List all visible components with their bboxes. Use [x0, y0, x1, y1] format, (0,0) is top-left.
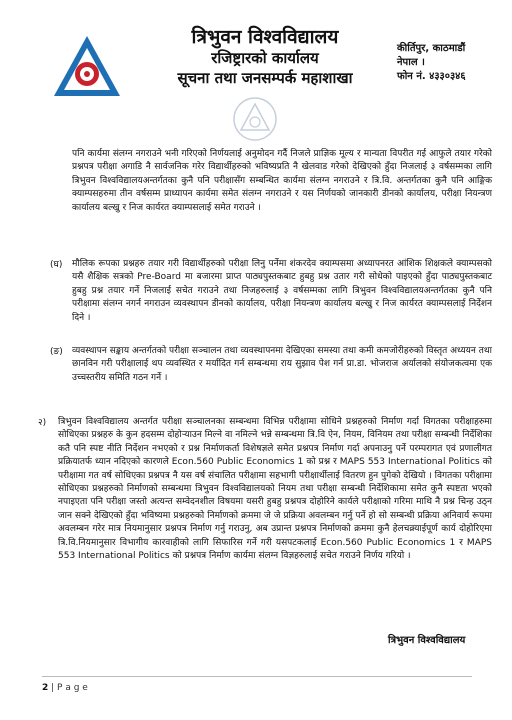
country: नेपाल ।: [397, 57, 425, 68]
address: कीर्तिपुर, काठमाडौं: [397, 43, 466, 54]
signature: त्रिभुवन विश्वविद्यालय: [388, 635, 466, 646]
university-logo: [52, 34, 122, 100]
seal-watermark: [232, 96, 278, 142]
contact-block: [397, 42, 507, 84]
paragraph-continuation: पनि कार्यमा संलग्न नगराउने भनी गरिएको निर्णयलाई अनुमोदन गर्दै निजले प्राज्ञिक मूल्य र मान्यता विपरीत गई आफुले तयार गरेको प्रश्नपत्र परीक्षा अगाडि नै सार्वजनिक गरेर विद्यार्थीहरुको भविष्यप्रति नै खेलवाड गरेको देखिएको हुँदा निजलाई ३ वर्षसम्मका लागि त्रिभुवन विश्वविद्यालयअन्तर्गतका कुनै पनि परीक्षासँग सम्बन्धित कार्यमा संलग्न नगराउने र त्रि.वि. अन्तर्गतका कुनै पनि आङ्गिक क्याम्पसहरुमा तीन वर्षसम्म प्राध्यापन कार्यमा समेत संलग्न नगराउने र यस निर्णयको जानकारी डीनको कार्यालय, परीक्षा नियन्त्रण कार्यालय बल्खु र निज कार्यरत क्याम्पसलाई समेत गराउने ।: [72, 149, 492, 213]
paragraph-nga: व्यवस्थापन सङ्काय अन्तर्गतको परीक्षा सञ्चालन तथा व्यवस्थापनमा देखिएका समस्या तथा कमी कमजोरीहरुको विस्तृत अध्ययन तथा छानविन गरी परीक्षालाई थप व्यवस्थित र मर्यादित गर्न सम्बन्धमा राय सुझाव पेश गर्न प्रा.डा. भोजराज अर्यालको संयोजकत्वमा एक उच्चस्तरीय समिति गठन गर्ने ।: [72, 346, 492, 383]
paragraph-gha: मौलिक रूपका प्रश्नहरु तयार गरी विद्यार्थीहरुको परीक्षा लिनु पर्नेमा शंकरदेव क्याम्पसमा अध्यापनरत आंशिक शिक्षकले क्याम्पसको यसै शैक्षिक सत्रको Pre-Board मा बजारमा प्राप्त पाठ्यपुस्तकबाट हुबहु प्रश्न उतार गरी सोधेको पाइएको हुँदा पाठ्यपुस्तकबाट हुबहु प्रश्न तयार गर्ने निजलाई सचेत गराउने तथा निजहरुलाई ३ वर्षसम्मका लागि त्रिभुवन विश्वविद्यालयअन्तर्गतका कुनै पनि परीक्षामा संलग्न नगर्न नगराउन व्यवस्थापन डीनको कार्यालय, परीक्षा नियन्त्रण कार्यालय बल्खु र निज कार्यरत क्याम्पसलाई निर्देशन दिने ।: [72, 259, 492, 323]
section-name: सूचना तथा जनसम्पर्क महाशाखा: [177, 69, 353, 87]
office-name: रजिष्ट्रारको कार्यालय: [211, 49, 319, 67]
letterhead: [0, 0, 512, 120]
item-marker-two: २): [38, 418, 47, 428]
page-footer: [42, 683, 88, 693]
page-label: | P a g e: [51, 683, 88, 693]
university-name: त्रिभुवन विश्वविद्यालय: [191, 26, 339, 48]
paragraph-two: त्रिभुवन विश्वविद्यालय अन्तर्गत परीक्षा सञ्चालनका सम्बन्धमा विभिन्न परीक्षामा सोधिने प्रश्नहरुको निर्माण गर्दा विगतका परीक्षाहरुमा सोधिएका प्रश्नहरु के कुन हदसम्म दोहोऱ्याउन मिल्ने वा नमिल्ने भन्ने सम्बन्धमा त्रि.वि ऐन, नियम, विनियम तथा परीक्षा सम्बन्धी निर्देशिका कतै पनि स्पष्ट नीति निर्देशन नभएको र प्रश्न निर्माणकर्ता विशेषज्ञले समेत प्रश्नपत्र निर्माण गर्दा अपनाउनु पर्ने परम्परागत एवं प्रणालीगत प्रक्रियातर्फ ध्यान नदिएको कारणले Econ.560 Public Economics 1 को प्रश्न र MAPS 553 International Politics को परीक्षामा गत वर्ष सोधिएका प्रश्नपत्र नै यस वर्ष संचालित परीक्षामा सहभागी परीक्षार्थीलाई वितरण हुन पुगेको देखियो । विगतका परीक्षामा सोधिएका प्रश्नहरुको निर्माणको सम्बन्धमा त्रिभुवन विश्वविद्यालयको नियम तथा परीक्षा सम्बन्धी निर्देशिकामा समेत कुनै स्पष्टता भएको नपाइएता पनि परीक्षा जस्तो अत्यन्त सम्वेदनशील विषयमा यसरी हुबहु प्रश्नपत्र दोहोरिने कार्यले परीक्षाको गरिमा माथि नै प्रश्न चिन्ह उठ्न जान सक्ने देखिएको हुँदा भविष्यमा प्रश्नहरुको निर्माणको क्रममा जे जे प्रक्रिया अवलम्बन गर्नु पर्ने हो सो सम्बन्धी प्रक्रिया अनिवार्य रूपमा अवलम्बन गरेर मात्र नियमानुसार प्रश्नपत्र निर्माण गर्नु गराउनु, अब उप्रान्त प्रश्नपत्र निर्माणको क्रममा कुनै हेलचक्र्याईपूर्ण कार्य दोहोरिएमा त्रि.वि.नियमानुसार विभागीय कारवाहीको लागि सिफारिस गर्ने गरी यसपटकलाई Econ.560 Public Economics 1 र MAPS 553 International Politics को प्रश्नपत्र निर्माण कार्यमा संलग्न विज्ञहरुलाई सचेत गराउने निर्णय गरियो ।: [58, 417, 492, 562]
phone: फोन नं. ४३३०३४६: [397, 71, 466, 82]
footer-divider: [42, 676, 472, 677]
item-marker-nga: (ङ): [50, 347, 63, 357]
item-marker-gha: (घ): [50, 260, 63, 270]
page-number: 2: [42, 683, 49, 693]
letterhead-title-block: [150, 26, 380, 88]
